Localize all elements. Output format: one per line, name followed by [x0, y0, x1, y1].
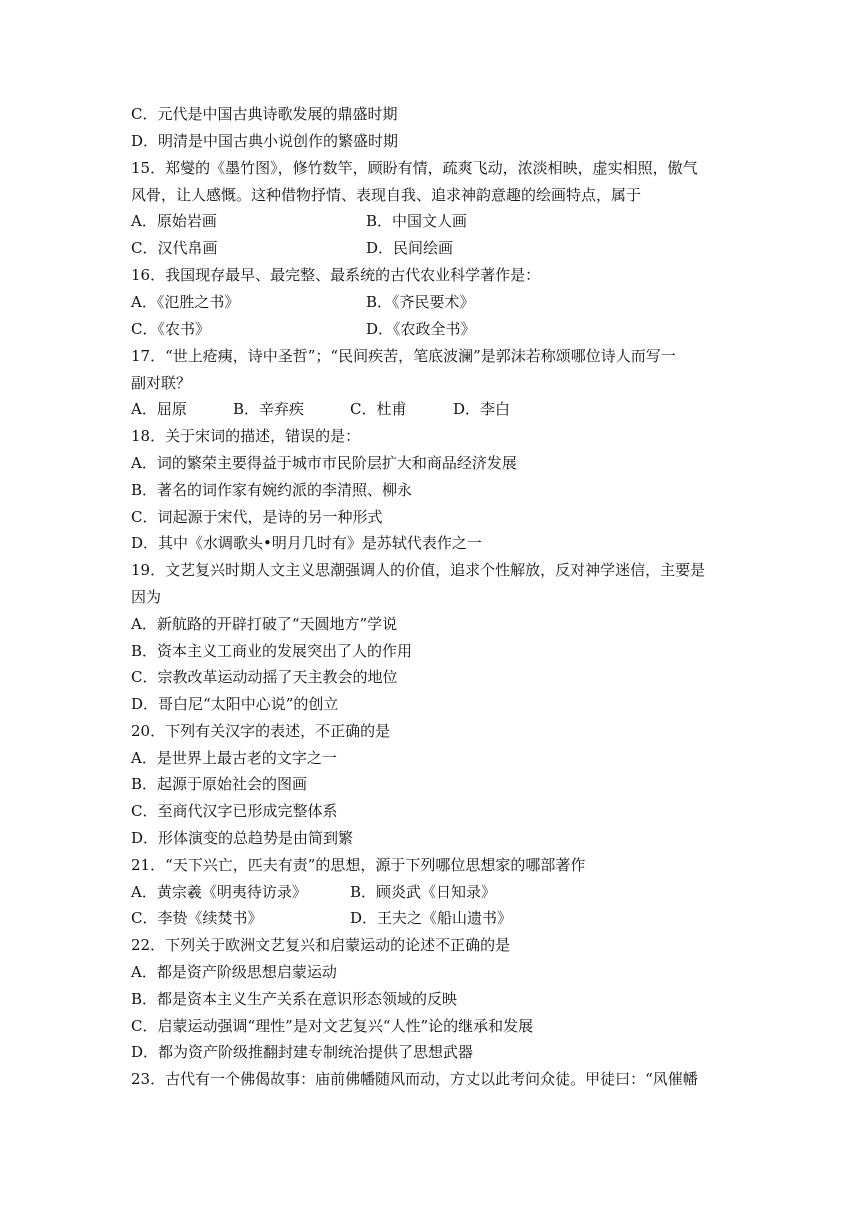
- q19-option-d: D．哥白尼“太阳中心说”的创立: [131, 695, 339, 713]
- q17-option-c: C．杜甫: [350, 400, 407, 418]
- q22-option-d: D．都为资产阶级推翻封建专制统治提供了思想武器: [131, 1043, 474, 1061]
- q16-option-a: A．《氾胜之书》: [131, 293, 240, 311]
- q21-stem: 21．“天下兴亡，匹夫有责”的思想，源于下列哪位思想家的哪部著作: [131, 856, 586, 874]
- q15-option-c: C．汉代帛画: [131, 239, 218, 257]
- q15-option-d: D．民间绘画: [366, 239, 454, 257]
- q18-stem: 18．关于宋词的描述，错误的是：: [131, 427, 361, 445]
- q22-option-a: A．都是资产阶级思想启蒙运动: [131, 963, 337, 981]
- q18-option-b: B．著名的词作家有婉约派的李清照、柳永: [131, 481, 413, 499]
- q14-option-d: D．明清是中国古典小说创作的繁盛时期: [131, 132, 399, 150]
- q17-option-d: D．李白: [453, 400, 511, 418]
- q18-option-a: A．词的繁荣主要得益于城市市民阶层扩大和商品经济发展: [131, 454, 517, 472]
- q20-option-a: A．是世界上最古老的文字之一: [131, 749, 337, 767]
- q18-option-c: C．词起源于宋代，是诗的另一种形式: [131, 508, 383, 526]
- q22-option-c: C．启蒙运动强调“理性”是对文艺复兴“人性”论的继承和发展: [131, 1017, 534, 1035]
- q19-option-a: A．新航路的开辟打破了“天圆地方”学说: [131, 615, 398, 633]
- q14-option-c: C．元代是中国古典诗歌发展的鼎盛时期: [131, 105, 398, 123]
- q17-option-b: B．辛弃疾: [233, 400, 305, 418]
- q17-stem-line-2: 副对联？: [131, 374, 192, 392]
- q21-option-d: D．王夫之《船山遗书》: [350, 909, 513, 927]
- q15-stem-line-2: 风骨，让人感慨。这种借物抒情、表现自我、追求神韵意趣的绘画特点，属于: [131, 186, 642, 204]
- q16-stem: 16．我国现存最早、最完整、最系统的古代农业科学著作是：: [131, 266, 541, 284]
- q17-option-a: A．屈原: [131, 400, 187, 418]
- q17-stem-line-1: 17．“世上疮痍，诗中圣哲”；“民间疾苦，笔底波澜”是郭沫若称颂哪位诗人而写一: [131, 347, 676, 365]
- q23-stem-line-1: 23．古代有一个佛偈故事：庙前佛幡随风而动，方丈以此考问众徒。甲徒曰：“风催幡: [131, 1070, 698, 1088]
- q15-option-b: B．中国文人画: [366, 212, 468, 230]
- q15-option-a: A．原始岩画: [131, 212, 217, 230]
- q15-stem-line-1: 15．郑燮的《墨竹图》，修竹数竿，顾盼有情，疏爽飞动，浓淡相映，虚实相照，傲气: [131, 159, 698, 177]
- q20-stem: 20．下列有关汉字的表述，不正确的是: [131, 722, 391, 740]
- q19-option-c: C．宗教改革运动动摇了天主教会的地位: [131, 668, 398, 686]
- q19-option-b: B．资本主义工商业的发展突出了人的作用: [131, 642, 413, 660]
- q21-option-a: A．黄宗羲《明夷待访录》: [131, 883, 307, 901]
- q22-stem: 22．下列关于欧洲文艺复兴和启蒙运动的论述不正确的是: [131, 936, 511, 954]
- q18-option-d: D．其中《水调歌头•明月几时有》是苏轼代表作之一: [131, 534, 482, 552]
- q20-option-c: C．至商代汉字已形成完整体系: [131, 802, 338, 820]
- q21-option-b: B．顾炎武《日知录》: [350, 883, 497, 901]
- q20-option-b: B．起源于原始社会的图画: [131, 775, 308, 793]
- q19-stem-line-2: 因为: [131, 588, 162, 606]
- q16-option-d: D．《农政全书》: [366, 320, 476, 338]
- q16-option-c: C．《农书》: [131, 320, 210, 338]
- q19-stem-line-1: 19．文艺复兴时期人文主义思潮强调人的价值，追求个性解放，反对神学迷信，主要是: [131, 561, 706, 579]
- q16-option-b: B．《齐民要术》: [366, 293, 475, 311]
- q21-option-c: C．李贽《续焚书》: [131, 909, 263, 927]
- q22-option-b: B．都是资本主义生产关系在意识形态领域的反映: [131, 990, 458, 1008]
- q20-option-d: D．形体演变的总趋势是由简到繁: [131, 829, 354, 847]
